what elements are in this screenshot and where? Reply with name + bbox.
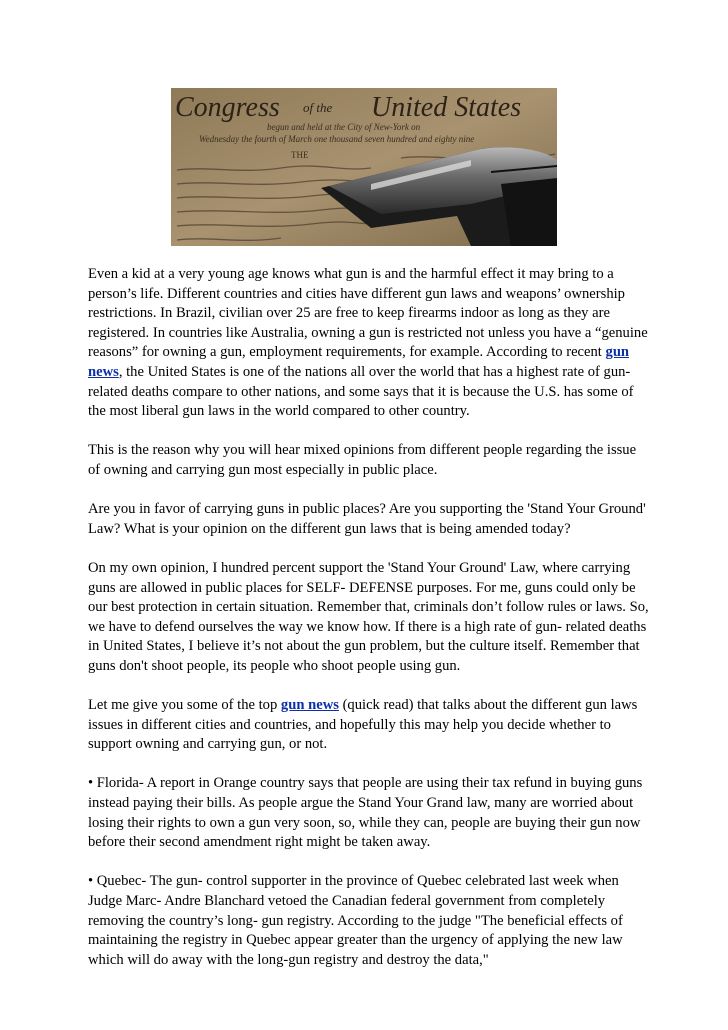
paragraph-mixed-opinions: This is the reason why you will hear mixed opinions from different people regarding the issue of owning and carrying gun most especially in public place. [88,442,637,478]
image-line-2: Wednesday the fourth of March one thousand seven hundred and eighty nine [199,134,475,144]
hero-image [171,88,557,246]
paragraph-opinion: On my own opinion, I hundred percent support the 'Stand Your Ground' Law, where carrying guns are allowed in public places for SELF- DEFENSE purposes. For me, guns could only be our best protection in certain situation. Remember that, criminals don’t follow rules or laws. So, we have to defend ourselves the way we know how. If there is a high rate of gun- related deaths in United States, I believe it’s not about the gun problem, but the culture itself. Remember that guns don't shoot people, its people who shoot people using gun. [88,559,649,674]
image-heading-right: United States [371,92,522,123]
image-line-3: THE [291,150,309,160]
gun-news-link-2[interactable]: gun news [280,697,339,714]
paragraph-quebec: • Quebec- The gun- control supporter in the province of Quebec celebrated last week when Judge Marc- Andre Blanchard vetoed the Canadian federal government from completely removing the country’s long- gun registry. According to the judge "The beneficial effects of maintaining the registry in Quebec appear greater than the urgency of applying the new law which will do away with the long-gun registry and destroy the data," [88,873,623,968]
gun-news-link[interactable]: gun news [88,344,630,380]
image-heading-mid: of the [303,100,333,115]
image-heading-left: Congress [175,92,280,123]
paragraph-questions: Are you in favor of carrying guns in public places? Are you supporting the 'Stand Your Ground' Law? What is your opinion on the different gun laws that is being amended today? [88,501,646,537]
paragraph-florida: • Florida- A report in Orange country says that people are using their tax refund in buying guns instead paying their bills. As people argue the Stand Your Grand law, many are worried about losing their rights to own a gun very soon, so, while they can, people are buying their gun now before their second amendment right might be taken away. [88,775,643,851]
paragraph-top-news: Let me give you some of the top gun news (quick read) that talks about the different gun laws issues in different cities and countries, and hopefully this may help you decide whether to support owning and carrying gun, or not. [88,697,638,753]
image-line-1: begun and held at the City of New-York on [267,122,421,132]
paragraph-intro: Even a kid at a very young age knows what gun is and the harmful effect it may bring to a person’s life. Different countries and cities have different gun laws and weapons’ ownership restrictions. In Brazil, civilian over 25 are free to keep firearms indoor as long as they are registered. In countries like Australia, owning a gun is restricted not unless you have a “genuine reasons” for owning a gun, employment requirements, for example. According to recent gun news, the United States is one of the nations all over the world that has a highest rate of gun- related deaths compare to other nations, and some says that it is because the U.S. has some of the most liberal gun laws in the world compared to other country. [88,266,648,420]
article-body [88,265,650,990]
